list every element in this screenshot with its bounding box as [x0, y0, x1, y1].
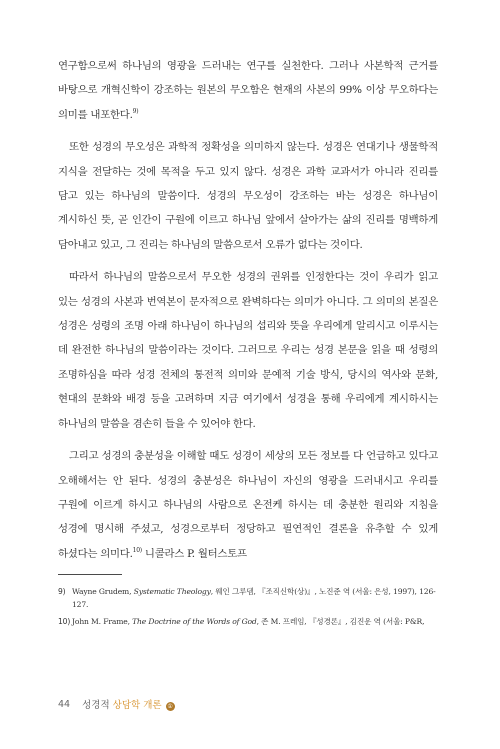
chapter-badge-icon: ① — [167, 703, 173, 710]
footnote-book-title: The Doctrine of the Words of God — [132, 617, 257, 626]
footnote-number: 10) — [58, 617, 71, 626]
page-footer — [58, 697, 175, 711]
paragraph-3: 따라서 하나님의 말씀으로서 무오한 성경의 권위를 인정한다는 것이 우리가 읽고 있는 성경의 사본과 번역본이 문자적으로 완벽하다는 의미가 아니다. 그 의미의 본질은 성경은 성령의 조명 아래 하나님이 하나님의 섭리와 뜻을 우리에게 알리시고 이루시는 데 완전한 하나님의 말씀이라는 것이다. 그러므로 우리는 성경 본문을 읽을 때 성령의 조명하심을 따라 성경 전체의 통전적 의미와 문예적 기술 방식, 당시의 역사와 문화, 현대의 문화와 배경 등을 고려하며 지금 여기에서 성경을 통해 우리에게 계시하시는 하나님의 말씀을 겸손히 들을 수 있어야 한다. — [58, 271, 438, 430]
footnotes — [58, 574, 438, 632]
footnote-9: 9) Wayne Grudem, Systematic Theology, 웨인 그루뎀, 『조직신학(상)』, 노진준 역 (서울: 은성, 1997), 126-127. — [58, 587, 436, 609]
footnote-ref-9[interactable]: 9) — [132, 107, 139, 115]
footnote-book-title: Systematic Theology — [133, 587, 211, 596]
running-title: 성경적 상담학 개론 ① — [82, 700, 173, 711]
footnote-divider — [58, 574, 122, 575]
body-text — [58, 54, 438, 574]
page-number: 44 — [58, 698, 71, 710]
footnote-10: 10) John M. Frame, The Doctrine of the Words of God, 존 M. 프레임, 『성경론』, 김진운 역 (서울: P&R, — [58, 617, 425, 626]
paragraph-1: 연구함으로써 하나님의 영광을 드러내는 연구를 실천한다. 그러나 사본학적 근거를 바탕으로 개혁신학이 강조하는 원본의 무오함은 현재의 사본의 99% 이상 무오하다는 의미를 내포한다.$^{9)}$ — [58, 60, 438, 121]
paragraph-4: 그리고 성경의 충분성을 이해할 때도 성경이 세상의 모든 정보를 다 언급하고 있다고 오해해서는 안 된다. 성경의 충분성은 하나님이 자신의 영광을 드러내시고 우리를 구원에 이르게 하시고 하나님의 사람으로 온전케 하시는 데 충분한 원리와 지침을 성경에 명시해 주셨고, 성경으로부터 정당하고 필연적인 결론을 유추할 수 있게 하셨다는 의미다.$^{10)}$ 니콜라스 P. 월터스토프 — [58, 450, 438, 560]
footnote-ref-10[interactable]: 10) — [132, 546, 142, 554]
footnote-number: 9) — [58, 587, 66, 596]
paragraph-2: 또한 성경의 무오성은 과학적 정확성을 의미하지 않는다. 성경은 연대기나 생물학적 지식을 전달하는 것에 목적을 두고 있지 않다. 성경은 과학 교과서가 아니라 진리를 담고 있는 하나님의 말씀이다. 성경의 무오성이 강조하는 바는 성경은 하나님이 계시하신 뜻, 곧 인간이 구원에 이르고 하나님 앞에서 살아가는 삶의 진리를 명백하게 담아내고 있고, 그 진리는 하나님의 말씀으로서 오류가 없다는 것이다. — [58, 141, 438, 251]
